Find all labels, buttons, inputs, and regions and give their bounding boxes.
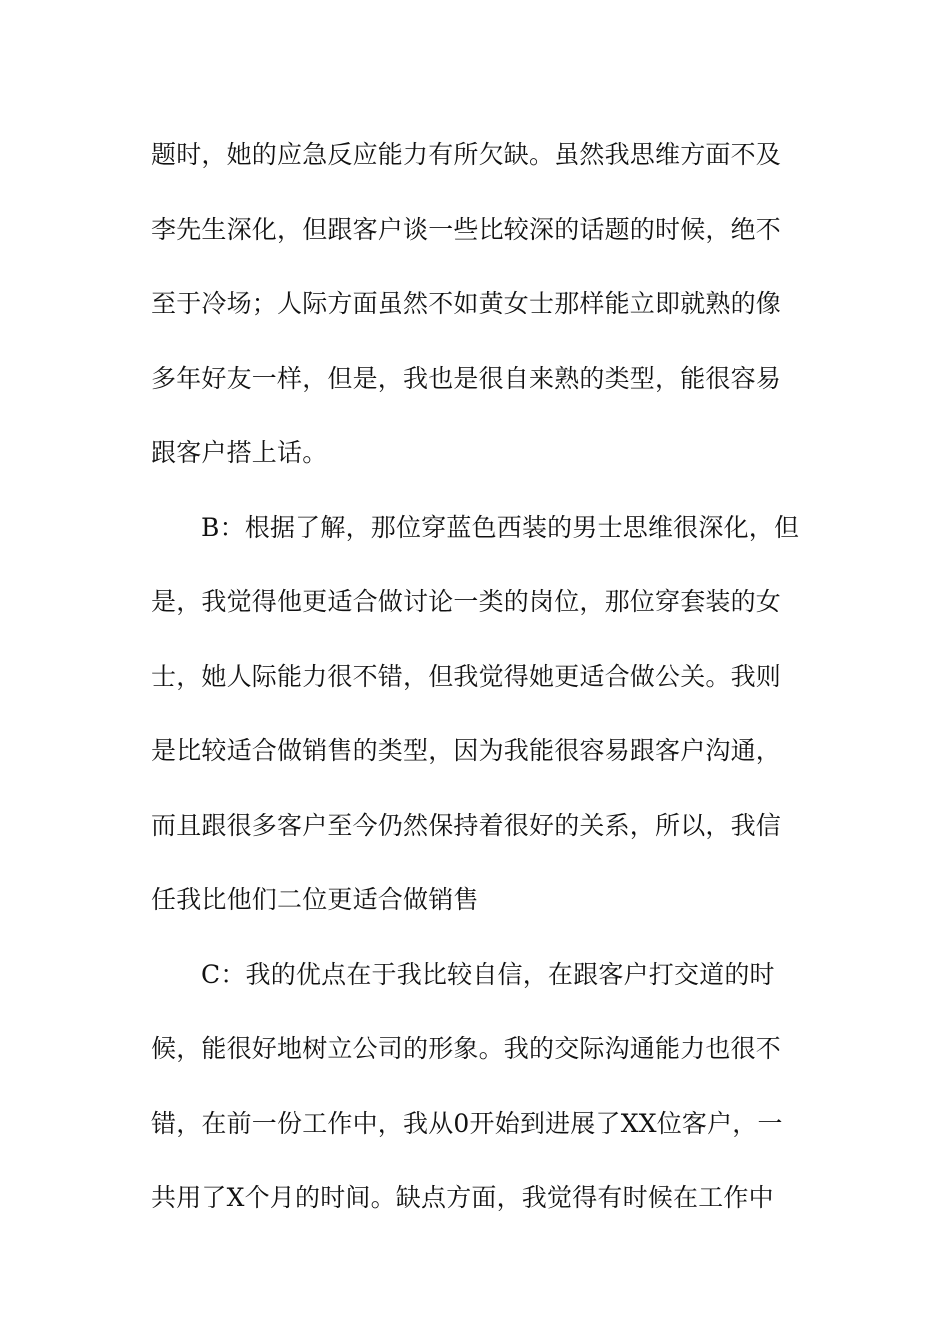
body-text xyxy=(151,130,811,1248)
text-line: 是比较适合做销售的类型，因为我能很容易跟客户沟通， xyxy=(151,736,782,765)
text-line: 错，在前一份工作中，我从0开始到进展了XX位客户，一 xyxy=(151,1108,783,1138)
text-line: 跟客户搭上话。 xyxy=(151,438,328,467)
text-line: 而且跟很多客户至今仍然保持着很好的关系，所以，我信 xyxy=(151,810,782,840)
text-line: 至于冷场；人际方面虽然不如黄女士那样能立即就熟的像 xyxy=(151,289,782,318)
text-line: 是，我觉得他更适合做讨论一类的岗位，那位穿套装的女 xyxy=(151,587,782,616)
paragraph-b-first-line: B：根据了解，那位穿蓝色西装的男士思维很深化，但 xyxy=(201,512,800,542)
paragraph-c-first-line: C：我的优点在于我比较自信，在跟客户打交道的时 xyxy=(201,959,775,989)
text-line: 共用了X个月的时间。缺点方面，我觉得有时候在工作中 xyxy=(151,1183,774,1212)
text-line: 题时，她的应急反应能力有所欠缺。虽然我思维方面不及 xyxy=(151,140,782,169)
text-line: 李先生深化，但跟客户谈一些比较深的话题的时候，绝不 xyxy=(151,214,782,244)
text-line: 任我比他们二位更适合做销售 xyxy=(151,885,479,914)
text-line: 士，她人际能力很不错，但我觉得她更适合做公关。我则 xyxy=(151,661,782,691)
text-line: 多年好友一样，但是，我也是很自来熟的类型，能很容易 xyxy=(151,363,782,393)
text-line: 候，能很好地树立公司的形象。我的交际沟通能力也很不 xyxy=(151,1034,782,1063)
